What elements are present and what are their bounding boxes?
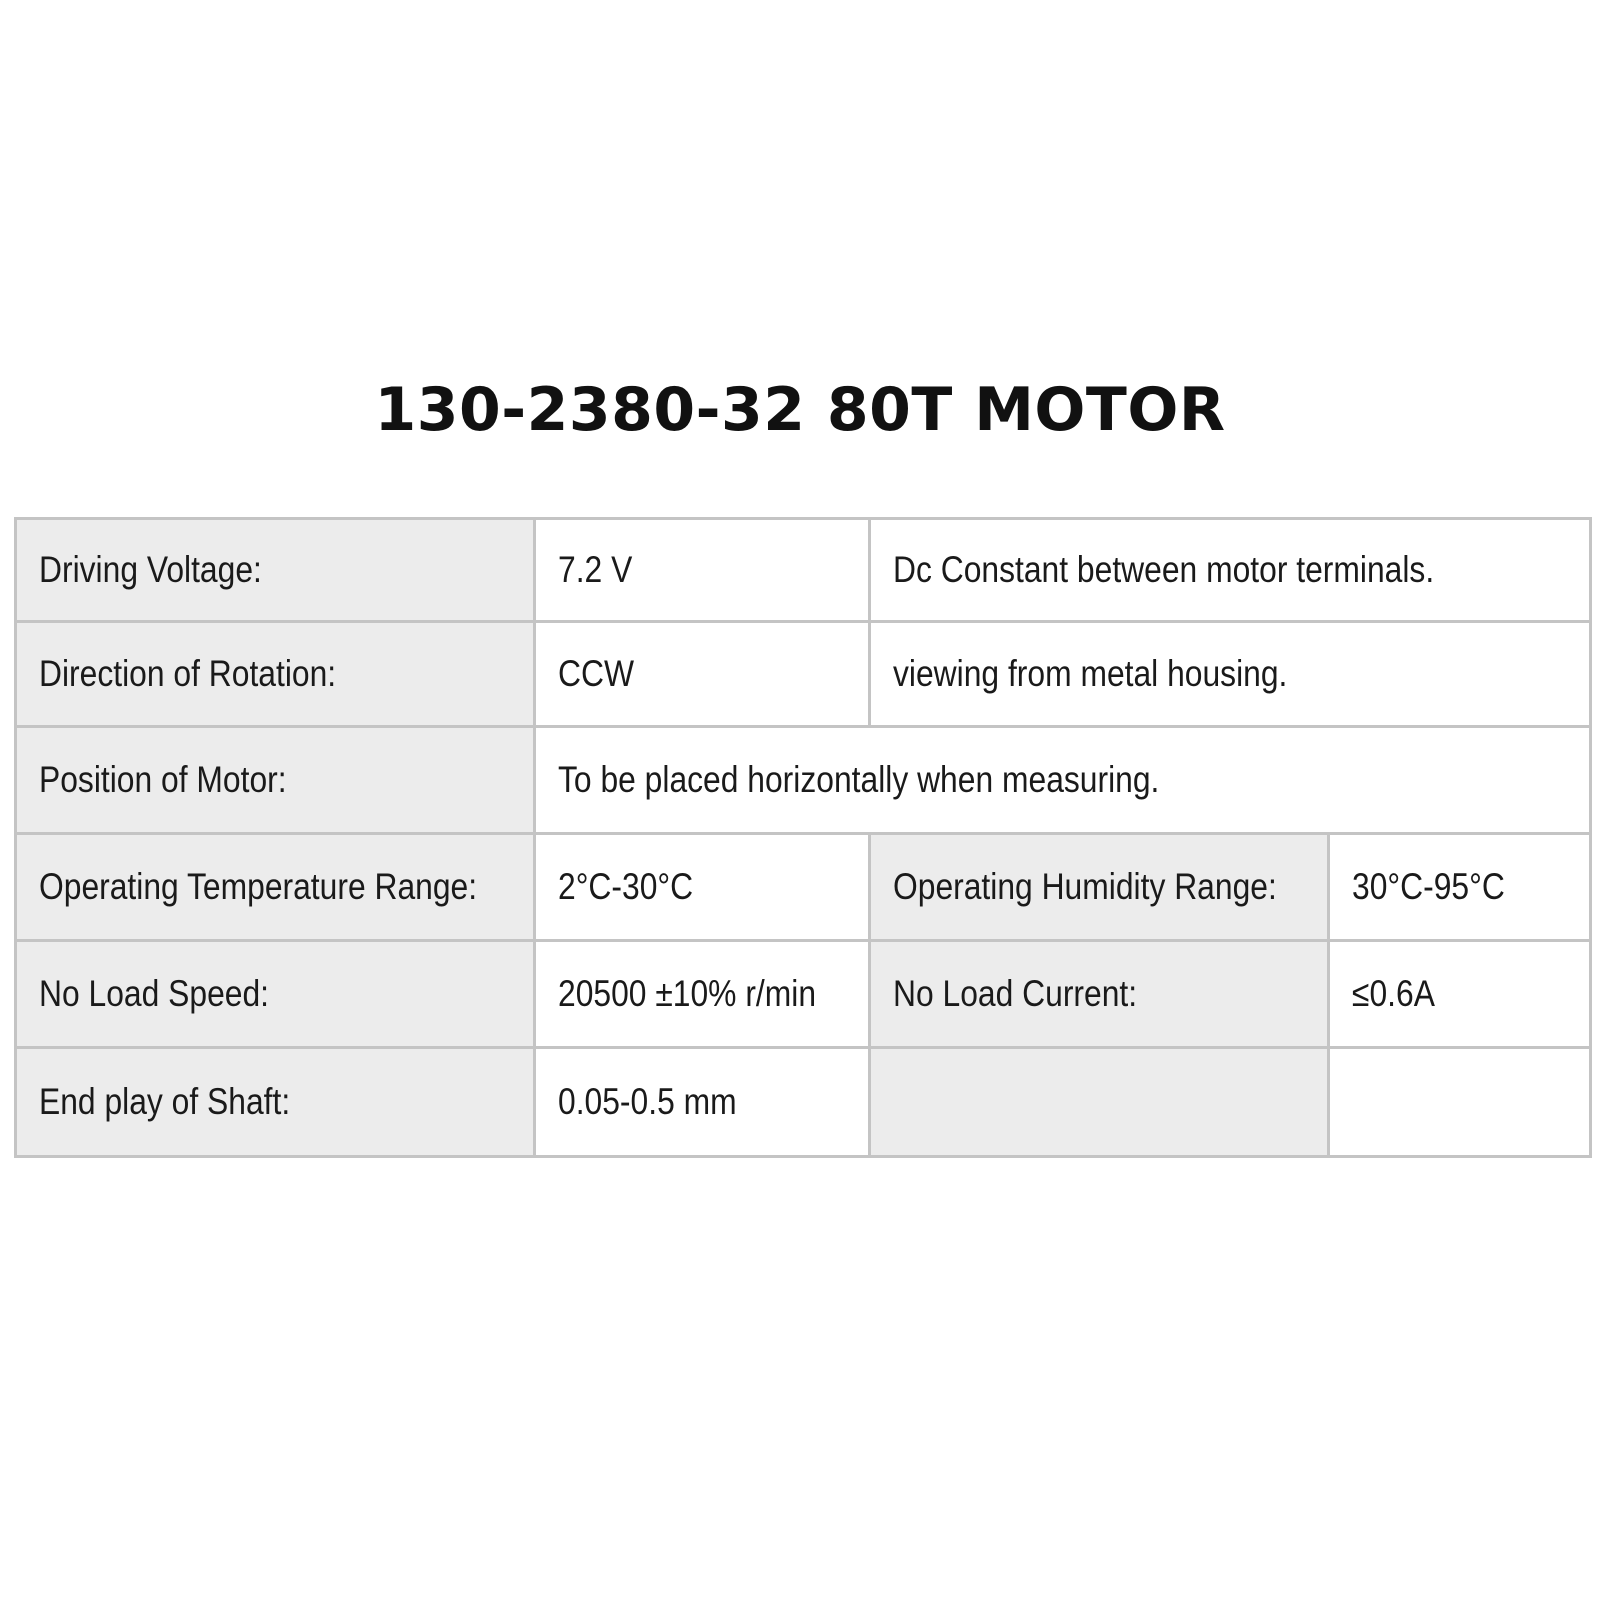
spec-label: Position of Motor: [16,727,535,834]
spec-value: 0.05-0.5 mm [535,1048,870,1157]
spec-value-secondary: ≤0.6A [1329,941,1591,1048]
spec-label: Direction of Rotation: [16,622,535,727]
spec-value-secondary: 30°C-95°C [1329,834,1591,941]
spec-label: End play of Shaft: [16,1048,535,1157]
spec-label: Driving Voltage: [16,519,535,622]
table-row [16,941,1591,1048]
table-row [16,727,1591,834]
spec-note: Dc Constant between motor terminals. [870,519,1591,622]
spec-label-secondary: Operating Humidity Range: [870,834,1329,941]
spec-value: 7.2 V [535,519,870,622]
table-row [16,622,1591,727]
table-row [16,1048,1591,1157]
spec-label: Operating Temperature Range: [16,834,535,941]
spec-value-secondary [1329,1048,1591,1157]
spec-value: 2°C-30°C [535,834,870,941]
spec-value: To be placed horizontally when measuring. [535,727,1591,834]
spec-label-secondary: No Load Current: [870,941,1329,1048]
spec-label-secondary [870,1048,1329,1157]
spec-value: CCW [535,622,870,727]
spec-table [14,517,1592,1158]
spec-label: No Load Speed: [16,941,535,1048]
table-row [16,834,1591,941]
spec-value: 20500 ±10% r/min [535,941,870,1048]
table-row [16,519,1591,622]
page-title: 130-2380-32 80T MOTOR [374,375,1226,445]
spec-note: viewing from metal housing. [870,622,1591,727]
